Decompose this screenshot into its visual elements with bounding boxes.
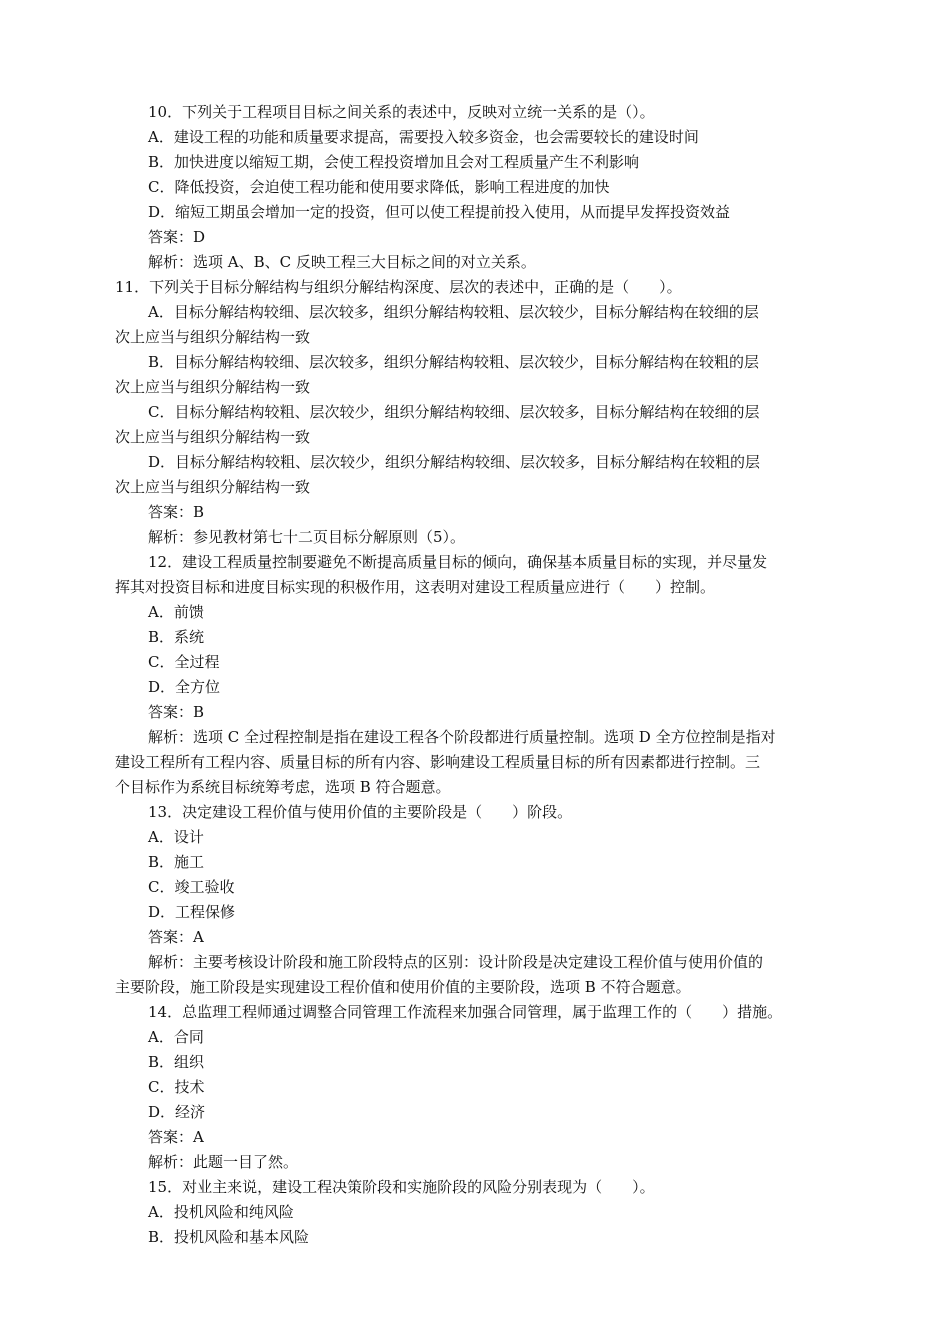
text-line: B．系统 <box>148 628 205 646</box>
text-line: D．全方位 <box>148 678 221 696</box>
text-line: 挥其对投资目标和进度目标实现的积极作用，这表明对建设工程质量应进行（ ）控制。 <box>115 578 716 596</box>
text-line: 主要阶段，施工阶段是实现建设工程价值和使用价值的主要阶段，选项 B 不符合题意。 <box>115 978 691 996</box>
text-line: C．全过程 <box>148 653 220 671</box>
text-line: B．组织 <box>148 1053 205 1071</box>
text-line: A．目标分解结构较细、层次较多，组织分解结构较粗、层次较少，目标分解结构在较细的层 <box>148 303 759 321</box>
text-line: 15．对业主来说，建设工程决策阶段和实施阶段的风险分别表现为（ ）。 <box>148 1178 655 1196</box>
text-line: 答案：A <box>148 1128 204 1146</box>
text-line: 13．决定建设工程价值与使用价值的主要阶段是（ ）阶段。 <box>148 803 573 821</box>
text-line: 次上应当与组织分解结构一致 <box>115 378 311 396</box>
text-line: 建设工程所有工程内容、质量目标的所有内容、影响建设工程质量目标的所有因素都进行控制。三 <box>115 753 761 771</box>
text-line: 次上应当与组织分解结构一致 <box>115 478 311 496</box>
text-line: D．工程保修 <box>148 903 236 921</box>
text-line: 次上应当与组织分解结构一致 <box>115 428 311 446</box>
text-line: 解析：参见教材第七十二页目标分解原则（5）。 <box>148 528 466 546</box>
text-line: A．设计 <box>148 828 204 846</box>
text-line: 10．下列关于工程项目目标之间关系的表述中，反映对立统一关系的是（）。 <box>148 103 655 121</box>
text-line: B．加快进度以缩短工期，会使工程投资增加且会对工程质量产生不利影响 <box>148 153 640 171</box>
text-line: C．降低投资，会迫使工程功能和使用要求降低，影响工程进度的加快 <box>148 178 610 196</box>
text-line: 11．下列关于目标分解结构与组织分解结构深度、层次的表述中，正确的是（ ）。 <box>115 278 682 296</box>
text-line: 12．建设工程质量控制要避免不断提高质量目标的倾向，确保基本质量目标的实现，并尽量发 <box>148 553 768 571</box>
text-line: 答案：A <box>148 928 204 946</box>
text-line: A．建设工程的功能和质量要求提高，需要投入较多资金，也会需要较长的建设时间 <box>148 128 699 146</box>
text-line: 解析：选项 A、B、C 反映工程三大目标之间的对立关系。 <box>148 253 536 271</box>
text-line: D．缩短工期虽会增加一定的投资，但可以使工程提前投入使用，从而提早发挥投资效益 <box>148 203 731 221</box>
document-body <box>115 100 837 1250</box>
text-line: B．施工 <box>148 853 205 871</box>
text-line: C．技术 <box>148 1078 205 1096</box>
text-line: 解析：主要考核设计阶段和施工阶段特点的区别：设计阶段是决定建设工程价值与使用价值的 <box>148 953 764 971</box>
text-line: 答案：B <box>148 503 205 521</box>
text-line: A．前馈 <box>148 603 204 621</box>
text-line: D．目标分解结构较粗、层次较少，组织分解结构较细、层次较多，目标分解结构在较粗的层 <box>148 453 761 471</box>
text-line: C．目标分解结构较粗、层次较少，组织分解结构较细、层次较多，目标分解结构在较细的层 <box>148 403 760 421</box>
text-line: 次上应当与组织分解结构一致 <box>115 328 311 346</box>
text-line: 个目标作为系统目标统筹考虑，选项 B 符合题意。 <box>115 778 451 796</box>
text-line: 解析：此题一目了然。 <box>148 1153 299 1171</box>
text-line: 14．总监理工程师通过调整合同管理工作流程来加强合同管理，属于监理工作的（ ）措施。 <box>148 1003 783 1021</box>
text-line: B．目标分解结构较细、层次较多，组织分解结构较粗、层次较少，目标分解结构在较粗的层 <box>148 353 760 371</box>
text-line: B．投机风险和基本风险 <box>148 1228 310 1246</box>
text-line: 答案：D <box>148 228 206 246</box>
text-line: D．经济 <box>148 1103 206 1121</box>
text-line: C．竣工验收 <box>148 878 235 896</box>
text-line: 答案：B <box>148 703 205 721</box>
text-line: A．投机风险和纯风险 <box>148 1203 294 1221</box>
text-line: 解析：选项 C 全过程控制是指在建设工程各个阶段都进行质量控制。选项 D 全方位控制是指对 <box>148 728 776 746</box>
text-line: A．合同 <box>148 1028 204 1046</box>
